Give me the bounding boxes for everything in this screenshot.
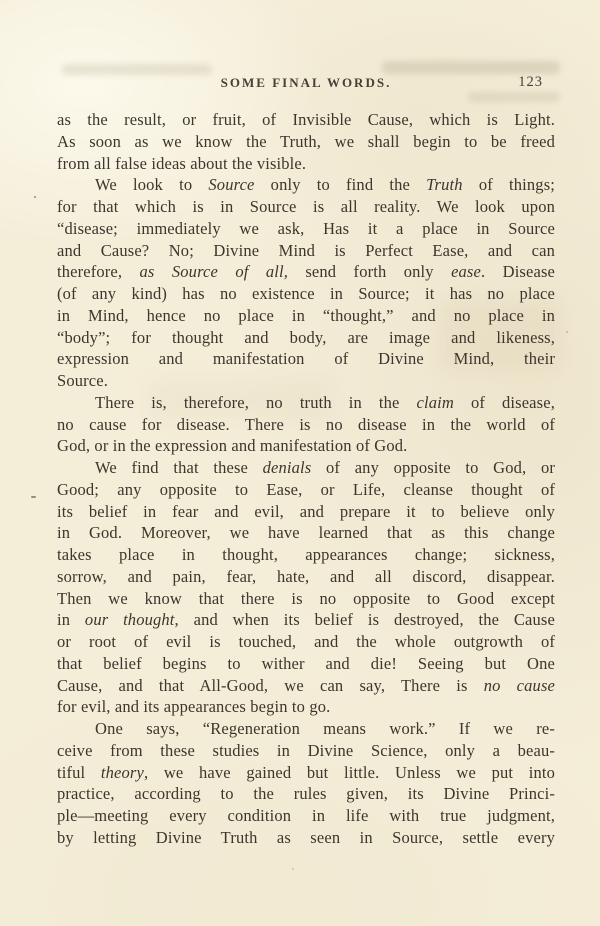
text-line [57,218,555,240]
text-line [57,762,555,784]
text-run: expression and manifestation of Divine Mind, their [57,349,555,369]
text-run: There is, therefore, no truth in the [95,392,417,412]
text-line [57,174,555,196]
text-run: God, or in the expression and manifestation of God. [57,436,408,456]
italic-text-run: Source [208,175,255,195]
italic-text-run: as Source of all, [139,262,288,282]
text-line [57,544,555,566]
text-line [57,501,555,523]
text-line [57,131,555,153]
text-line [57,240,555,262]
text-run: tiful [57,762,101,782]
page-number: 123 [518,74,543,90]
ink-speck [292,868,294,870]
text-line [57,109,555,131]
text-run: “body”; for thought and body, are image and likeness, [57,327,555,347]
text-line [57,479,555,501]
text-run: sorrow, and pain, fear, hate, and all discord, disappear. [57,566,555,586]
italic-text-run: our thought [84,610,175,630]
text-line [57,609,555,631]
ink-speck [566,331,568,333]
running-title: SOME FINAL WORDS. [220,75,392,90]
text-line [57,435,555,457]
text-line [57,675,555,697]
text-run: for that which is in Source is all reality. We look upon [57,197,555,216]
text-run: of disease, [453,392,555,412]
text-line [57,370,555,392]
text-run: or root of evil is touched, and the whole outgrowth of [57,632,555,651]
text-run: ceive from these studies in Divine Science, only a beau- [57,740,555,760]
text-line [57,740,555,762]
text-line [57,153,555,175]
text-run: We find that these [95,458,263,477]
text-line [57,457,555,479]
text-run: therefore, [57,262,140,282]
text-run: . Disease [480,262,555,282]
text-run: (of any kind) has no existence in Source; it has no place [57,284,555,303]
text-run: by letting Divine Truth as seen in Source, settle every [57,827,555,847]
text-run: One says, “Regeneration means work.” If we re- [95,719,555,738]
text-run: takes place in thought, appearances change; sickness, [57,545,555,564]
text-run: ple—meeting every condition in life with true judgment, [57,806,555,825]
text-run: Then we know that there is no opposite to Good except [57,588,555,608]
text-run: send forth only [287,262,452,282]
text-line [57,631,555,653]
text-run: of any opposite to God, or [311,458,555,477]
text-line [57,348,555,370]
text-line [57,783,555,805]
text-run: and Cause? No; Divine Mind is Perfect Ease, and can [57,240,555,260]
text-line [57,327,555,349]
ghost-bleedthrough [468,92,560,102]
page-body [57,109,555,849]
ink-speck [31,496,36,498]
text-line [57,261,555,283]
text-line [57,305,555,327]
paragraph [57,718,555,849]
text-run: that belief begins to wither and die! Seeing but One [57,653,555,673]
paragraph [57,457,555,718]
text-run: in Mind, hence no place in “thought,” and no place in [57,305,555,325]
italic-text-run: denials [262,458,312,477]
text-run: Source. [57,371,108,390]
italic-text-run: theory [100,762,144,782]
text-run: “disease; immediately we ask, Has it a place in Source [57,218,555,238]
text-run: As soon as we know the Truth, we shall begin to be freed [57,131,555,151]
text-run: , and when its belief is destroyed, the Cause [174,610,555,630]
text-run: Cause, and that All-Good, we can say, There is [57,675,484,695]
text-run: practice, according to the rules given, its Divine Princi- [57,784,555,804]
paragraph [57,109,555,174]
text-run: , we have gained but little. Unless we put into [143,762,556,782]
text-line [57,566,555,588]
paragraph [57,392,555,457]
text-line [57,805,555,827]
text-line [57,283,555,305]
page-header [57,75,555,93]
text-run: for evil, and its appearances begin to go. [57,697,331,717]
text-run: only to find the [254,175,427,195]
italic-text-run: ease [451,262,481,282]
italic-text-run: Truth [426,175,463,195]
text-line [57,653,555,675]
text-line [57,414,555,436]
italic-text-run: claim [416,392,454,412]
text-line [57,696,555,718]
text-run: Good; any opposite to Ease, or Life, cleanse thought of [57,479,555,499]
italic-text-run: no cause [483,675,555,695]
ink-speck [34,196,36,198]
ghost-bleedthrough [62,64,212,75]
text-run: in God. Moreover, we have learned that as this change [57,523,555,543]
text-run: We look to [95,175,209,195]
text-line [57,392,555,414]
text-run: as the result, or fruit, of Invisible Cause, which is Light. [57,110,555,129]
text-line [57,718,555,740]
text-run: its belief in fear and evil, and prepare it to believe only [57,501,555,521]
text-run: of things; [462,175,555,195]
text-line [57,588,555,610]
text-run: in [57,610,85,630]
text-run: no cause for disease. There is no disease in the world of [57,414,555,434]
text-line [57,522,555,544]
paragraph [57,174,555,392]
text-line [57,196,555,218]
text-line [57,827,555,849]
ghost-bleedthrough [382,61,560,74]
text-run: from all false ideas about the visible. [57,153,307,173]
